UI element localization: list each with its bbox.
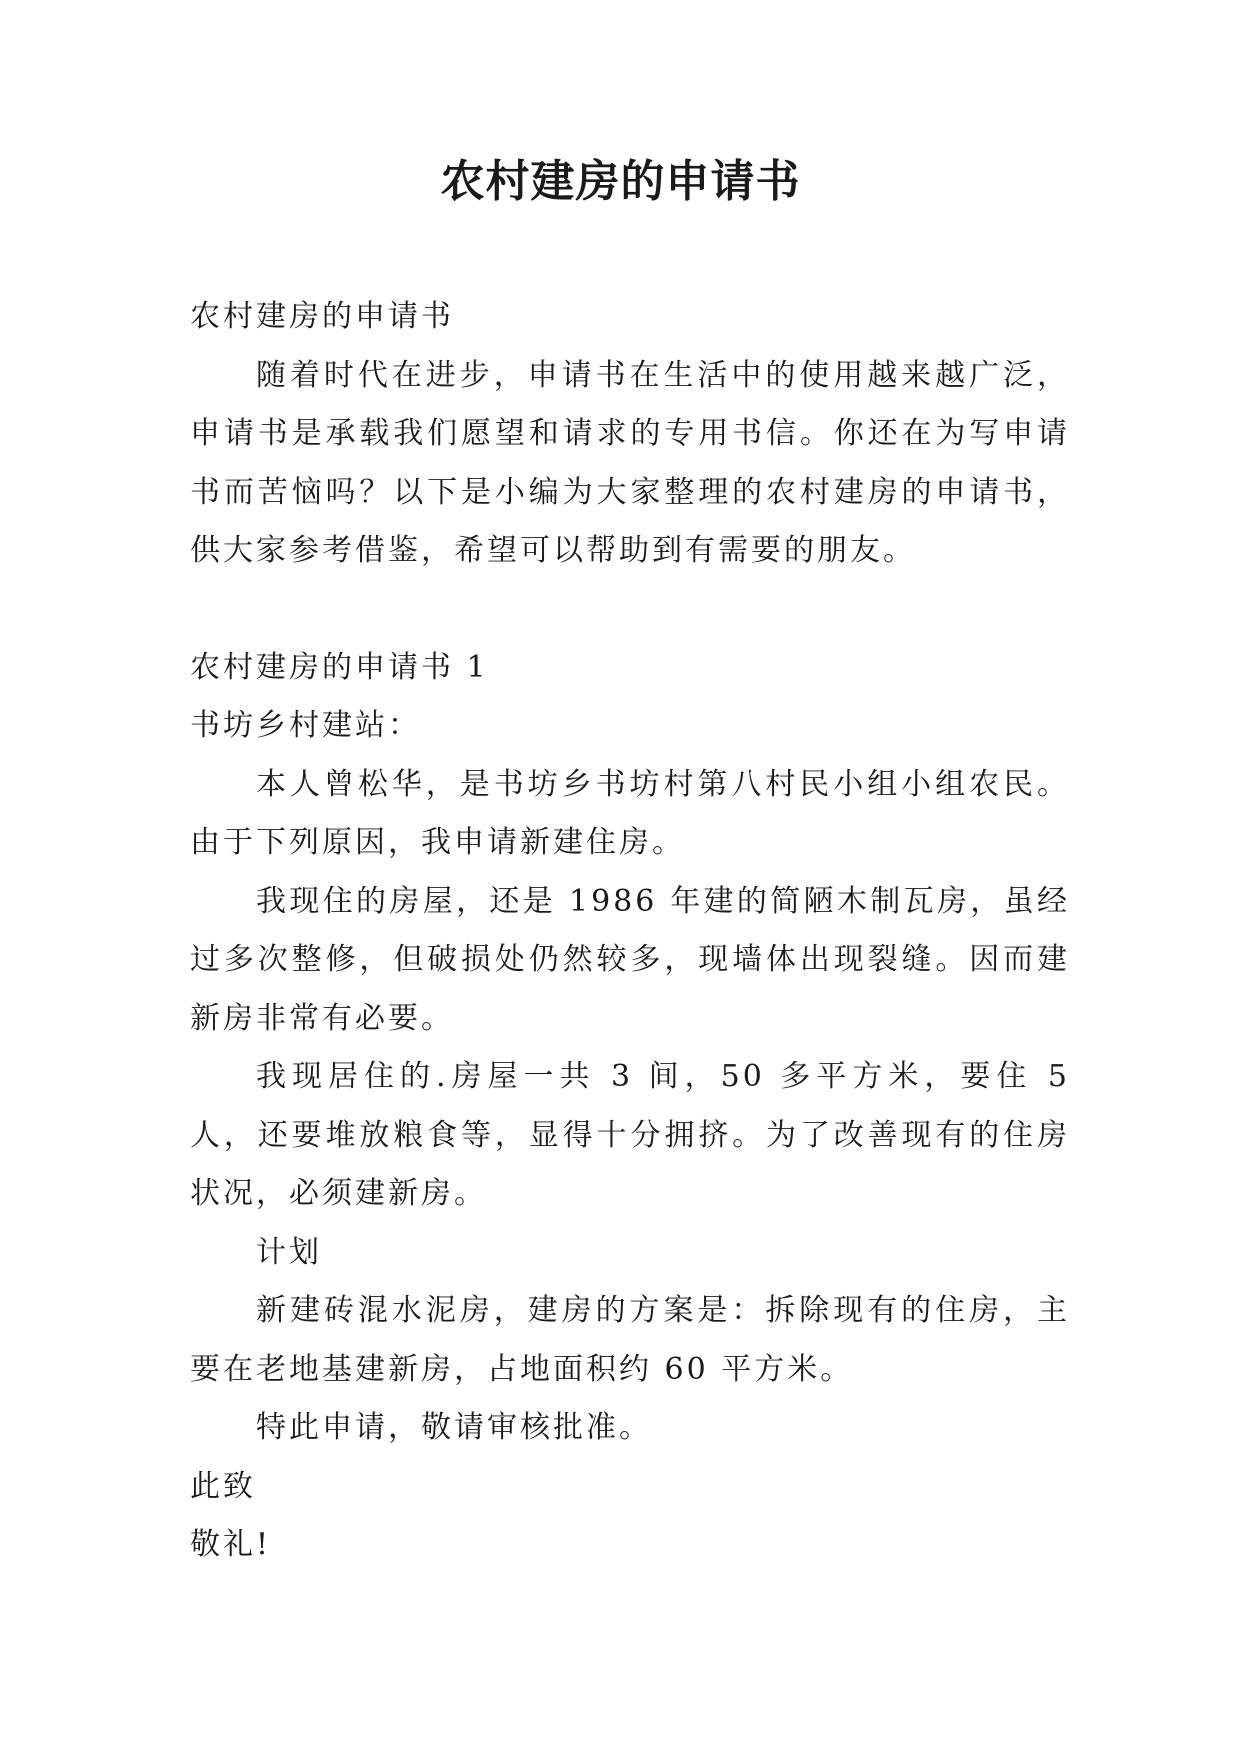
page-title: 农村建房的申请书 xyxy=(440,156,801,207)
recipient: 书坊乡村建站： xyxy=(190,708,421,743)
paragraph-3: 我现居住的.房屋一共 3 间，50 多平方米，要住 5 人，还要堆放粮食等，显得十分拥挤。为了改善现有的住房状况，必须建新房。 xyxy=(190,1059,1070,1211)
paragraph-4: 新建砖混水泥房，建房的方案是：拆除现有的住房，主要在老地基建新房，占地面积约 60 平方米。 xyxy=(190,1293,1070,1387)
section-heading: 农村建房的申请书 1 xyxy=(190,649,489,685)
document-body xyxy=(190,288,1070,1575)
closing-line-1: 此致 xyxy=(190,1468,256,1504)
request-line: 特此申请，敬请审核批准。 xyxy=(256,1410,652,1445)
plan-heading: 计划 xyxy=(256,1234,322,1270)
closing-line-2: 敬礼! xyxy=(190,1527,272,1562)
paragraph-1: 本人曾松华，是书坊乡书坊村第八村民小组小组农民。由于下列原因，我申请新建住房。 xyxy=(190,766,1070,860)
paragraph-2: 我现住的房屋，还是 1986 年建的简陋木制瓦房，虽经过多次整修，但破损处仍然较多，现墙体出现裂缝。因而建新房非常有必要。 xyxy=(190,883,1070,1036)
intro-paragraph: 随着时代在进步，申请书在生活中的使用越来越广泛，申请书是承载我们愿望和请求的专用书信。你还在为写申请书而苦恼吗？以下是小编为大家整理的农村建房的申请书，供大家参考借鉴，希望可以帮助到有需要的朋友。 xyxy=(190,357,1070,568)
subtitle: 农村建房的申请书 xyxy=(190,299,454,334)
spacer xyxy=(190,581,1070,639)
